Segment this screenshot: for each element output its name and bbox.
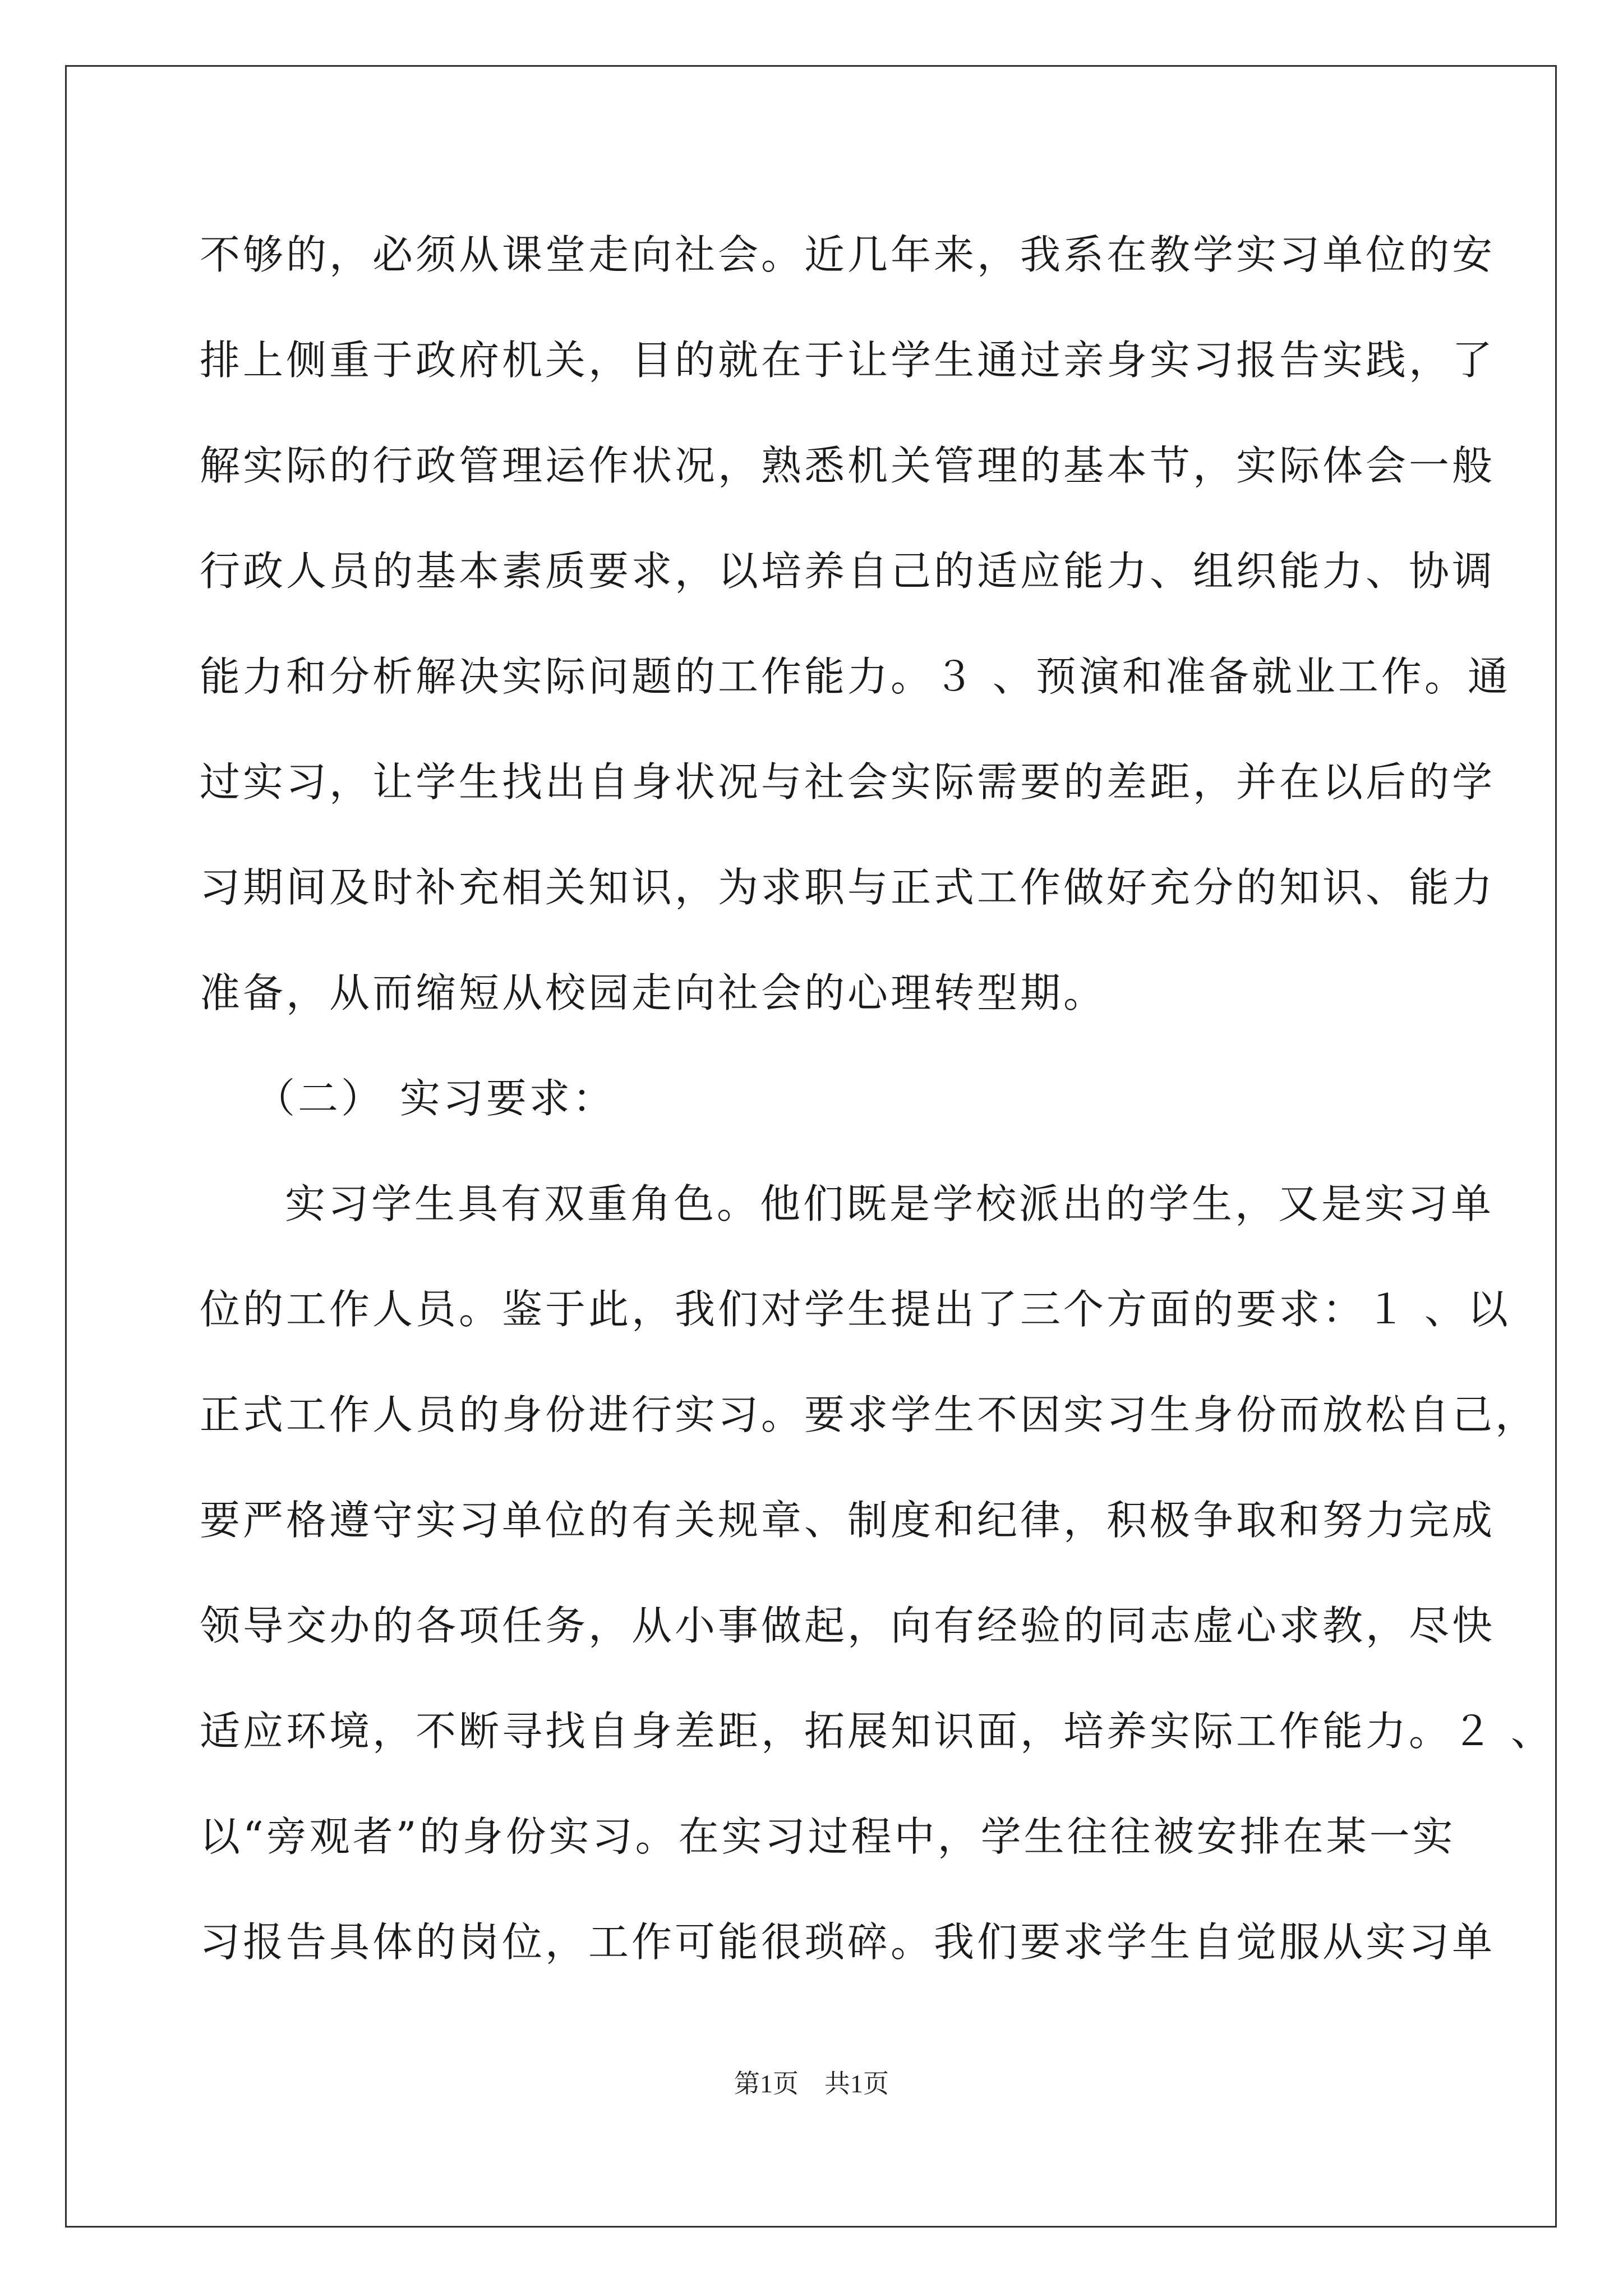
page-number-footer: 第1页 共1页 <box>734 2069 889 2098</box>
text-line: 解实际的行政管理运作状况，熟悉机关管理的基本节，实际体会一般 <box>200 442 1496 489</box>
text-line: 要严格遵守实习单位的有关规章、制度和纪律，积极争取和努力完成 <box>200 1497 1496 1544</box>
text-line: 行政人员的基本素质要求，以培养自己的适应能力、组织能力、协调 <box>200 547 1496 595</box>
text-line: 习期间及时补充相关知识，为求职与正式工作做好充分的知识、能力 <box>200 864 1496 911</box>
text-line: 位的工作人员。鉴于此，我们对学生提出了三个方面的要求：１ 、以 <box>200 1286 1511 1333</box>
text-line: 实习学生具有双重角色。他们既是学校派出的学生，又是实习单 <box>285 1180 1495 1227</box>
text-line: 过实习，让学生找出自身状况与社会实际需要的差距，并在以后的学 <box>200 758 1496 806</box>
text-line: 正式工作人员的身份进行实习。要求学生不因实习生身份而放松自己， <box>200 1391 1539 1438</box>
text-line: 不够的，必须从课堂走向社会。近几年来，我系在教学实习单位的安 <box>200 231 1496 278</box>
text-line: 能力和分析解决实际问题的工作能力。３ 、预演和准备就业工作。通 <box>200 653 1511 700</box>
text-line: 以“旁观者”的身份实习。在实习过程中，学生往往被安排在某一实 <box>200 1813 1456 1860</box>
text-line: 适应环境，不断寻找自身差距，拓展知识面，培养实际工作能力。２ 、 <box>200 1708 1554 1755</box>
text-line: 准备，从而缩短从校园走向社会的心理转型期。 <box>200 969 1107 1016</box>
text-line: 领导交办的各项任务，从小事做起，向有经验的同志虚心求教，尽快 <box>200 1602 1496 1649</box>
section-heading: （二） 实习要求： <box>255 1075 616 1122</box>
text-line: 排上侧重于政府机关，目的就在于让学生通过亲身实习报告实践，了 <box>200 337 1496 384</box>
text-line: 习报告具体的岗位，工作可能很琐碎。我们要求学生自觉服从实习单 <box>200 1918 1496 1966</box>
document-body <box>200 202 1554 1995</box>
